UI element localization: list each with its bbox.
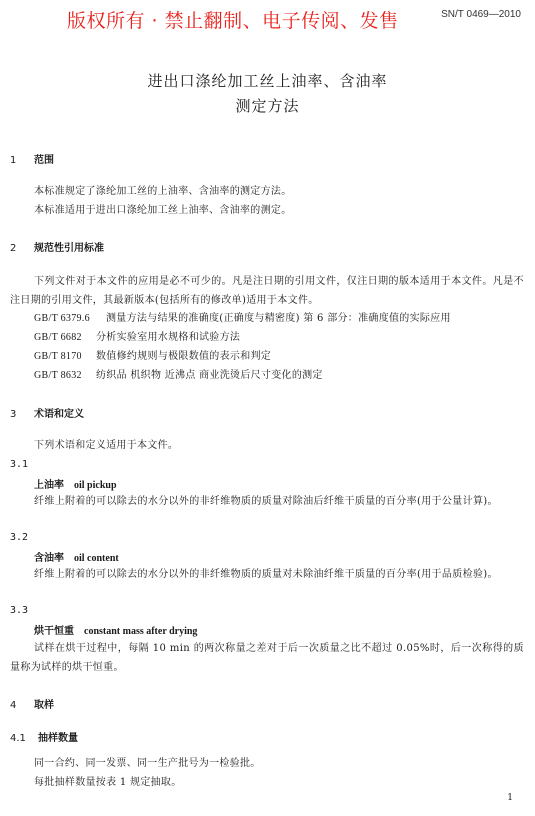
reference-item: [34, 310, 451, 328]
reference-text: 分析实验室用水规格和试验方法: [96, 332, 241, 343]
term-number: 3.3: [10, 605, 29, 616]
section-title: 范围: [34, 155, 54, 166]
section-heading-sampling: [10, 696, 54, 711]
subsection-number: 4.1: [10, 733, 26, 744]
section-heading-scope: [10, 151, 54, 166]
sampling-paragraph-2: 每批抽样数量按表 1 规定抽取。: [34, 777, 182, 788]
section-heading-references: [10, 239, 104, 254]
copyright-watermark: 版权所有 · 禁止翻制、电子传阅、发售: [67, 10, 399, 32]
section-number: 1: [10, 155, 17, 166]
page-number: 1: [507, 793, 513, 803]
section-number: 4: [10, 700, 17, 711]
term-en: oil content: [74, 553, 119, 564]
subsection-heading-sample-quantity: [10, 729, 78, 744]
reference-item: [34, 367, 323, 385]
term-heading: [34, 476, 117, 491]
reference-code: GB/T 6379.6: [34, 313, 90, 324]
document-title-line2: 测定方法: [235, 97, 300, 115]
section-title: 术语和定义: [34, 409, 84, 420]
term-definition: 试样在烘干过程中，每隔 10 min 的两次称量之差对于后一次质量之比不超过 0.05%时，后一次称得的质量称为试样的烘干恒重。: [10, 643, 524, 673]
section-number: 2: [10, 243, 17, 254]
reference-item: [34, 329, 240, 347]
term-definition: 纤维上附着的可以除去的水分以外的非纤维物质的质量对除油后纤维干质量的百分率(用于公量计算)。: [34, 496, 498, 507]
scope-paragraph-2: 本标准适用于进出口涤纶加工丝上油率、含油率的测定。: [34, 205, 292, 216]
term-zh: 烘干恒重: [34, 626, 74, 637]
reference-text: 纺织品 机织物 近沸点 商业洗烫后尺寸变化的测定: [96, 370, 323, 381]
sampling-paragraph-1: 同一合约、同一发票、同一生产批号为一检验批。: [34, 758, 261, 769]
term-heading: [34, 549, 119, 564]
term-en: oil pickup: [74, 480, 117, 491]
term-number: 3.2: [10, 532, 29, 543]
reference-text: 测量方法与结果的准确度(正确度与精密度) 第 6 部分：准确度值的实际应用: [106, 313, 451, 324]
term-zh: 上油率: [34, 480, 64, 491]
term-definition: 纤维上附着的可以除去的水分以外的非纤维物质的质量对未除油纤维干质量的百分率(用于品质检验)。: [34, 569, 498, 580]
reference-text: 数值修约规则与极限数值的表示和判定: [96, 351, 272, 362]
term-zh: 含油率: [34, 553, 64, 564]
reference-code: GB/T 8632: [34, 370, 82, 381]
references-intro: 下列文件对于本文件的应用是必不可少的。凡是注日期的引用文件，仅注日期的版本适用于本文件。凡是不注日期的引用文件，其最新版本(包括所有的修改单)适用于本文件。: [10, 276, 524, 306]
reference-code: GB/T 8170: [34, 351, 82, 362]
section-title: 取样: [34, 700, 54, 711]
subsection-title: 抽样数量: [38, 733, 78, 744]
reference-item: [34, 348, 271, 366]
term-number: 3.1: [10, 459, 29, 470]
document-title: 进出口涤纶加工丝上油率、含油率: [147, 72, 388, 90]
scope-paragraph-1: 本标准规定了涤纶加工丝的上油率、含油率的测定方法。: [34, 186, 292, 197]
standard-number: SN/T 0469—2010: [441, 9, 521, 20]
section-heading-terms: [10, 405, 84, 420]
terms-intro: 下列术语和定义适用于本文件。: [34, 440, 179, 451]
term-en: constant mass after drying: [84, 626, 198, 637]
section-title: 规范性引用标准: [34, 243, 104, 254]
section-number: 3: [10, 409, 17, 420]
term-heading: [34, 622, 197, 637]
reference-code: GB/T 6682: [34, 332, 82, 343]
